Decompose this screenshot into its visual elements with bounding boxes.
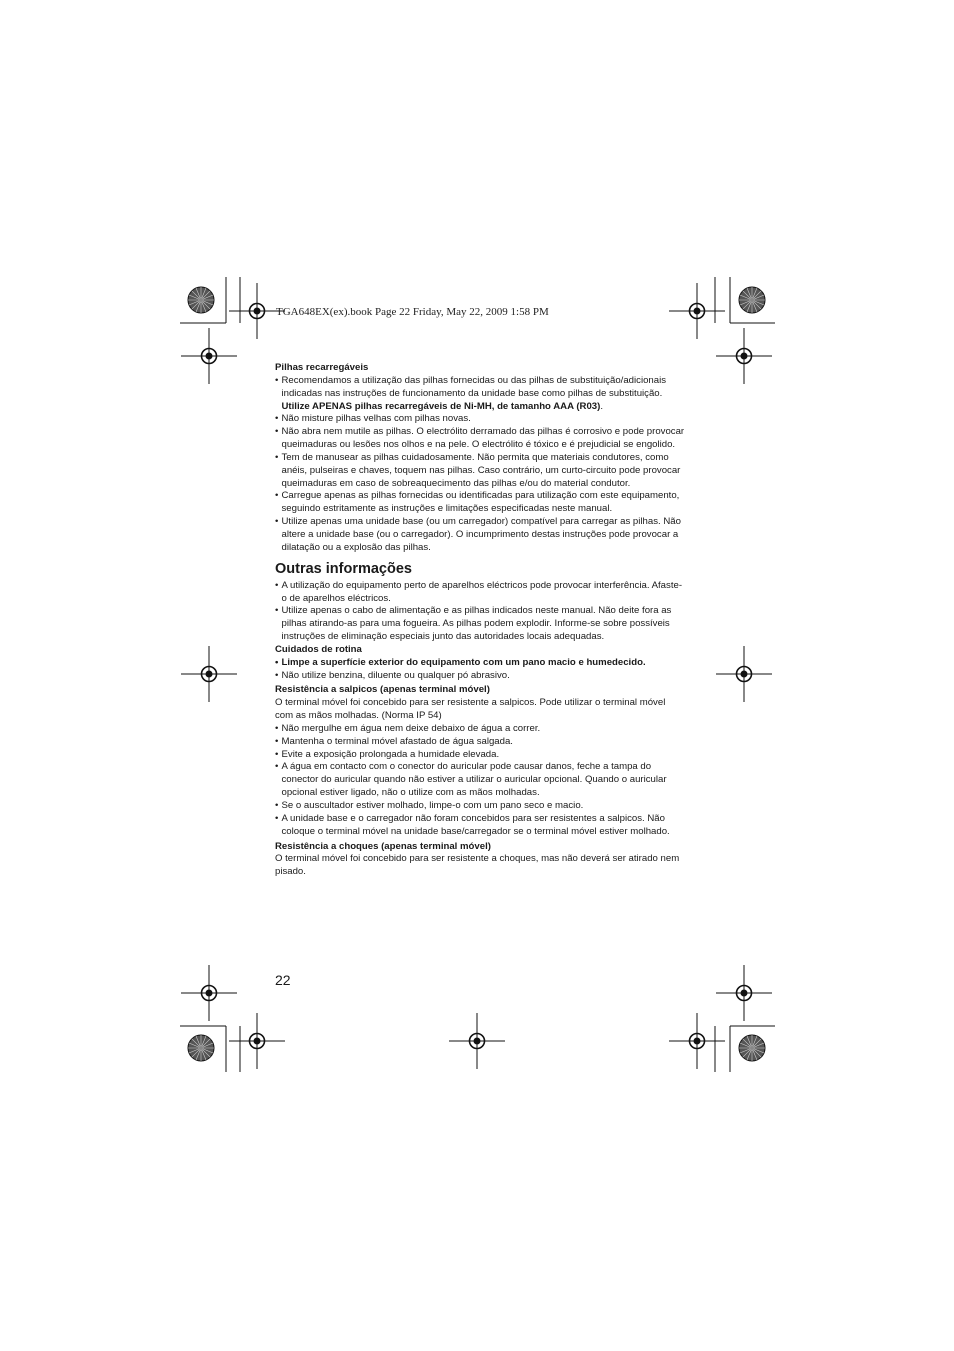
salpicos-list — [275, 723, 685, 839]
list-item: • Não utilize benzina, diluente ou qualquer pó abrasivo. — [275, 670, 685, 683]
subheading-choques: Resistência a choques (apenas terminal móvel) — [275, 840, 491, 852]
list-item: • Se o auscultador estiver molhado, limpe-o com um pano seco e macio. — [275, 800, 685, 813]
section-heading-outras: Outras informações — [275, 560, 412, 577]
list-item: • A utilização do equipamento perto de aparelhos eléctricos pode provocar interferência. Afaste-o de aparelhos eléctricos. — [275, 580, 685, 606]
list-item: • A unidade base e o carregador não foram concebidos para ser resistentes a salpicos. Não coloque o terminal móvel na unidade base/carregador se o terminal móvel estiver molhado. — [275, 813, 685, 839]
subheading-pilhas: Pilhas recarregáveis — [275, 362, 369, 373]
list-item: • Recomendamos a utilização das pilhas fornecidas ou das pilhas de substituição/adicionais indicadas nas instruções de funcionamento da unidade base como pilhas de substituição. Utilize APENAS pilhas recarregáveis de Ni-MH, de tamanho AAA (R03). — [275, 375, 685, 414]
page-content — [275, 362, 685, 879]
list-item: • Não abra nem mutile as pilhas. O electrólito derramado das pilhas é corrosivo e pode provocar queimaduras ou lesões nos olhos e na pele. O electrólito é tóxico e é prejudicial se engolido. — [275, 426, 685, 452]
salpicos-intro: O terminal móvel foi concebido para ser resistente a salpicos. Pode utilizar o terminal móvel com as mãos molhadas. (Norma IP 54) — [275, 697, 666, 722]
pilhas-list — [275, 375, 685, 555]
list-item: • Limpe a superfície exterior do equipamento com um pano macio e humedecido. — [275, 657, 685, 670]
subheading-cuidados: Cuidados de rotina — [275, 643, 362, 655]
outras-list — [275, 580, 685, 644]
list-item: • Utilize apenas o cabo de alimentação e as pilhas indicados neste manual. Não deite fora as pilhas atirando-as para uma fogueira. As pilhas podem explodir. Informe-se sobre possíveis instruções de eliminação especiais junto das autoridades locais adequadas. — [275, 605, 685, 644]
cuidados-list — [275, 657, 685, 683]
list-item: • Não misture pilhas velhas com pilhas novas. — [275, 413, 685, 426]
page-number: 22 — [275, 972, 291, 988]
list-item: • A água em contacto com o conector do auricular pode causar danos, feche a tampa do conector do auricular quando não estiver a utilizar o auricular opcional. Quando o auricular opcional estiver ligado, não o utilize com as mãos molhadas. — [275, 761, 685, 800]
list-item: • Mantenha o terminal móvel afastado de água salgada. — [275, 736, 685, 749]
choques-intro: O terminal móvel foi concebido para ser resistente a choques, mas não deverá ser atirado nem pisado. — [275, 853, 680, 878]
list-item: • Tem de manusear as pilhas cuidadosamente. Não permita que materiais condutores, como anéis, pulseiras e chaves, toquem nas pilhas. Caso contrário, um curto-circuito pode provocar queimaduras em caso de sobreaquecimento das pilhas e/ou do material condutor. — [275, 452, 685, 491]
list-item: • Não mergulhe em água nem deixe debaixo de água a correr. — [275, 723, 685, 736]
list-item: • Carregue apenas as pilhas fornecidas ou identificadas para utilização com este equipamento, seguindo estritamente as instruções e limitações especificadas neste manual. — [275, 490, 685, 516]
print-header: TGA648EX(ex).book Page 22 Friday, May 22, 2009 1:58 PM — [276, 306, 549, 318]
list-item: • Evite a exposição prolongada a humidade elevada. — [275, 749, 685, 762]
subheading-salpicos: Resistência a salpicos (apenas terminal móvel) — [275, 684, 490, 696]
list-item: • Utilize apenas uma unidade base (ou um carregador) compatível para carregar as pilhas. Não altere a unidade base (ou o carregador). O incumprimento destas instruções pode provocar a dilatação ou a explosão das pilhas. — [275, 516, 685, 555]
